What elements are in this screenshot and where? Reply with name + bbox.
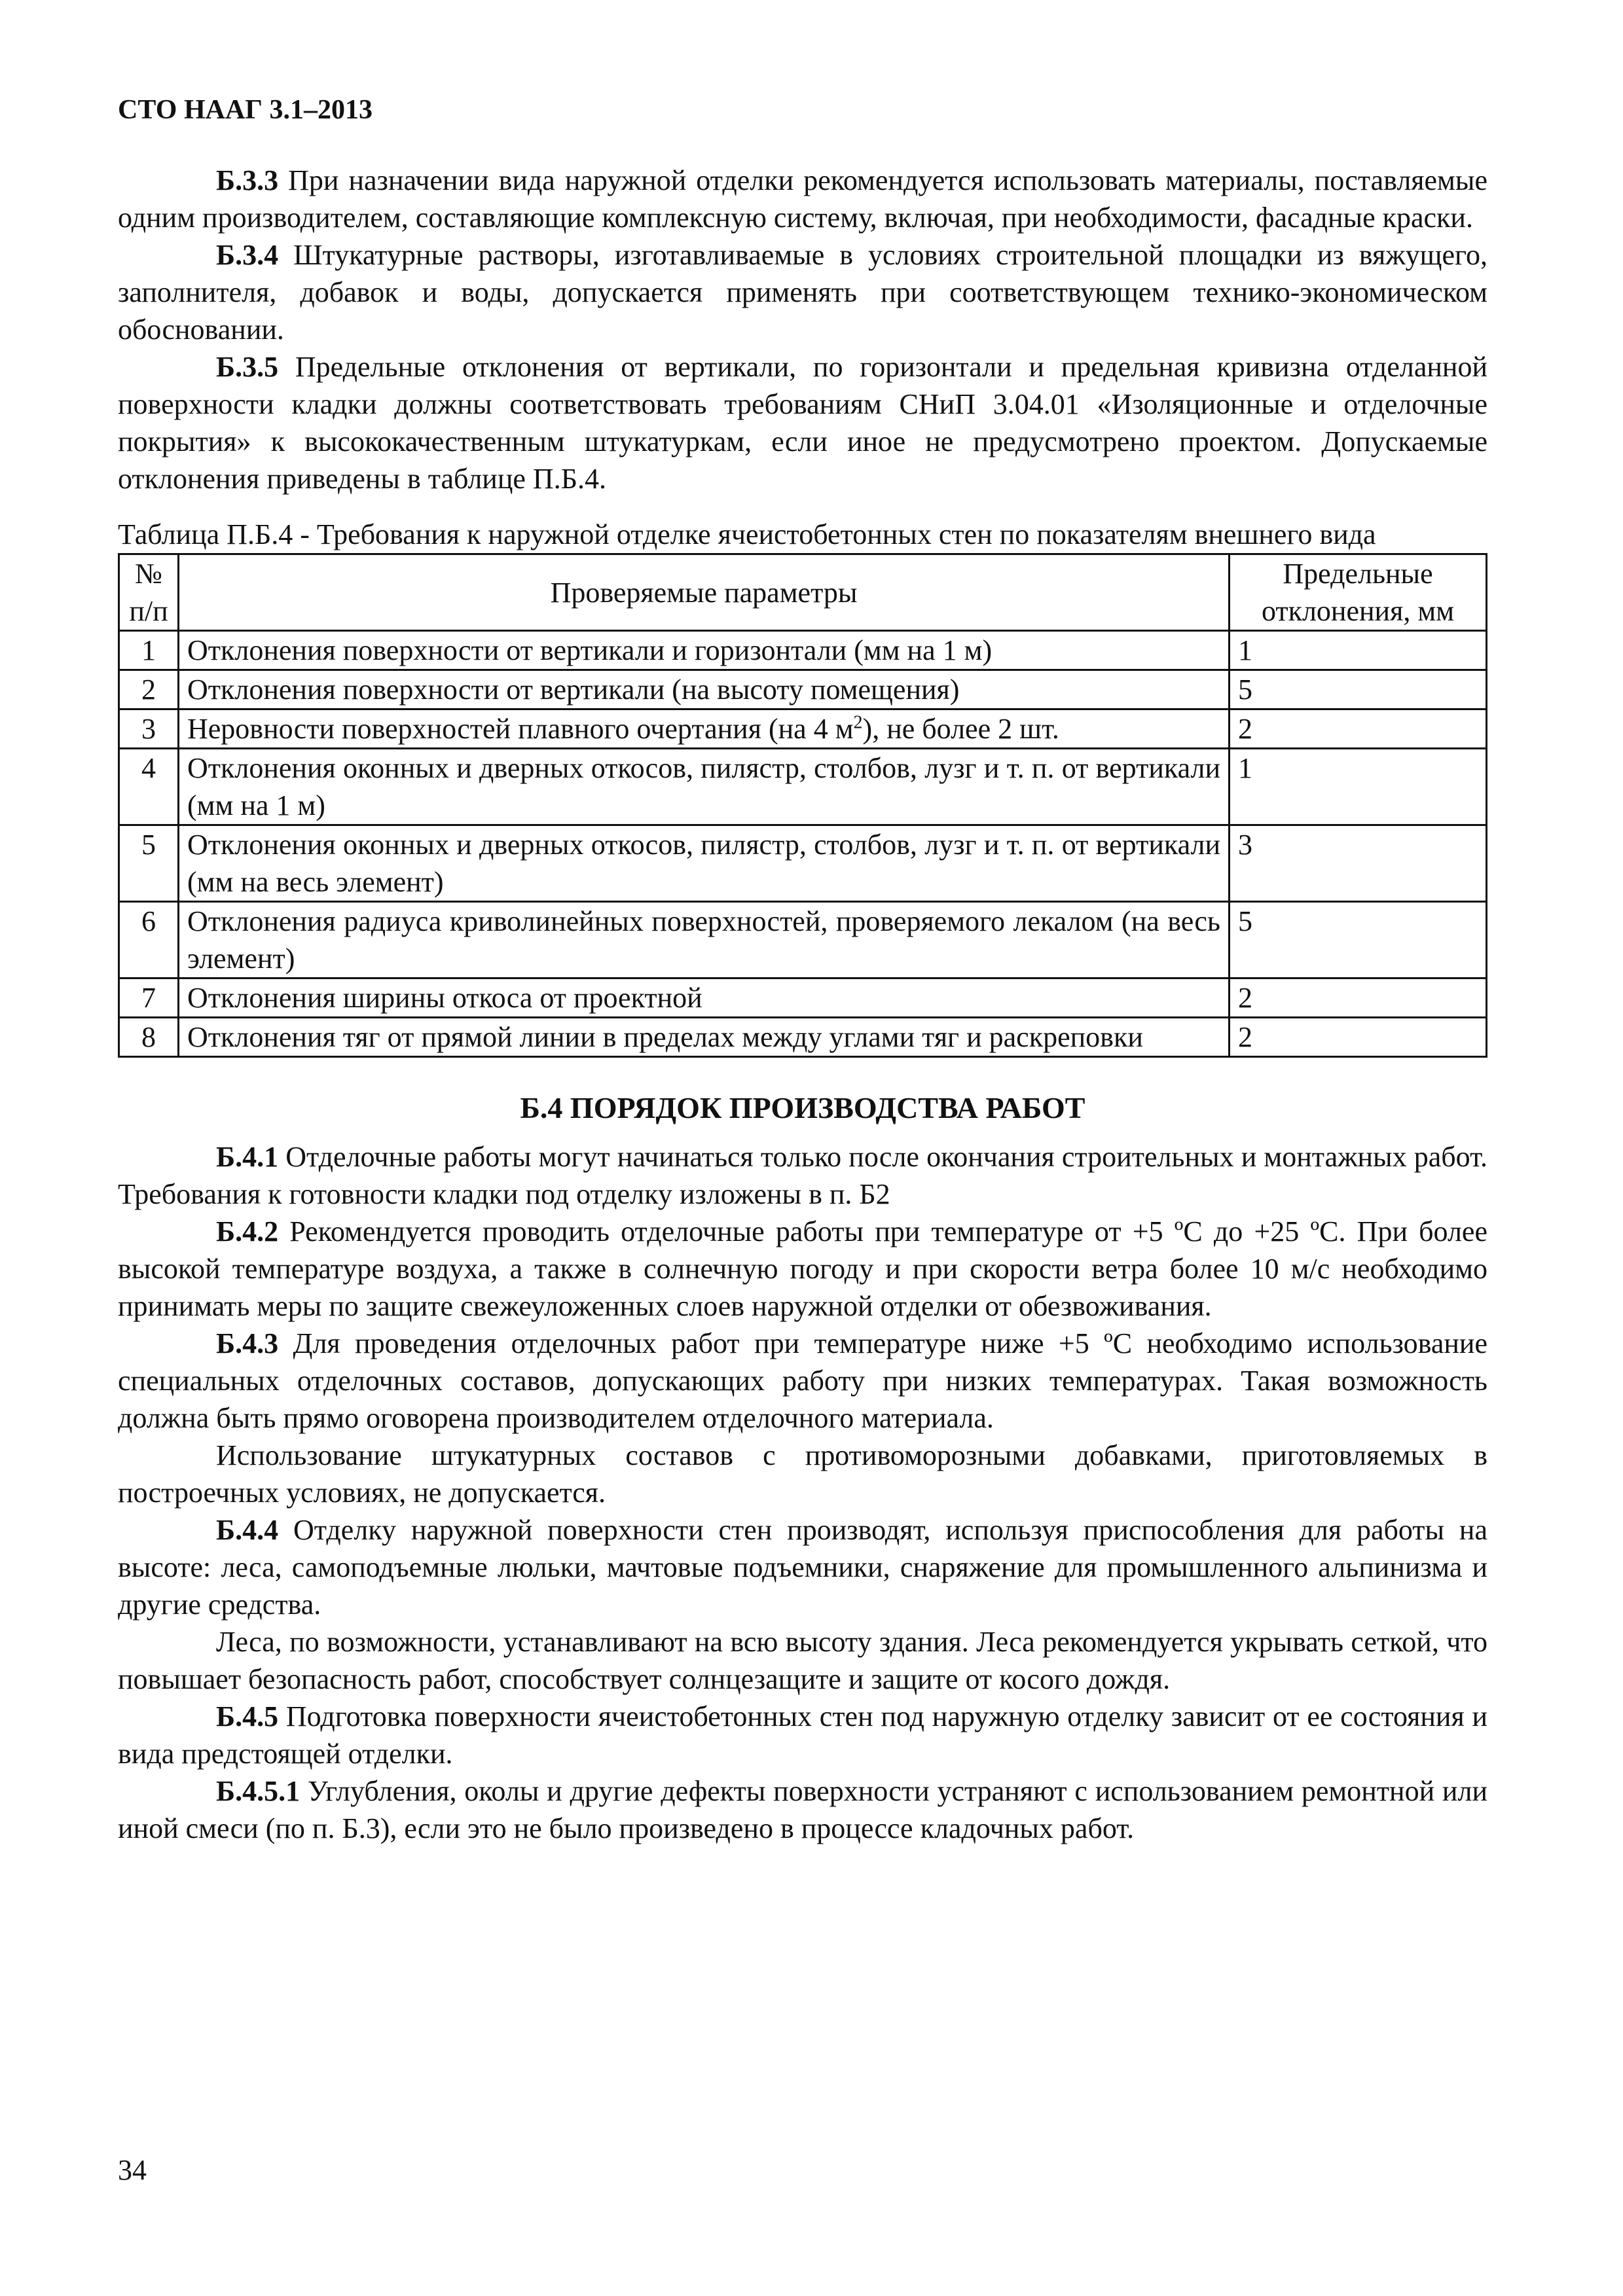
row-param: Отклонения оконных и дверных откосов, пилястр, столбов, лузг и т. п. от вертикали (мм на 1 м) [179, 749, 1230, 825]
paragraph-b3-5 [118, 348, 1487, 497]
page-number: 34 [118, 2154, 147, 2186]
paragraph-b4-4-continued [118, 1623, 1487, 1698]
clause-text: Для проведения отделочных работ при температуре ниже +5 ºС необходимо использование специальных отделочных составов, допускающих работу при низких температурах. Такая возможность должна быть прямо оговорена производителем отделочного материала. [118, 1327, 1487, 1434]
superscript: 2 [853, 712, 863, 733]
row-num: 8 [119, 1018, 179, 1057]
row-num: 2 [119, 670, 179, 709]
paragraph-b4-2 [118, 1213, 1487, 1325]
paragraph-b4-3-continued [118, 1437, 1487, 1511]
clause-text: Углубления, околы и другие дефекты поверхности устраняют с использованием ремонтной или иной смеси (по п. Б.3), если это не было произведено в процессе кладочных работ. [118, 1775, 1487, 1844]
clause-text: Отделочные работы могут начинаться только после окончания строительных и монтажных работ. Требования к готовности кладки под отделку изложены в п. Б2 [118, 1141, 1487, 1210]
row-param: Отклонения оконных и дверных откосов, пилястр, столбов, лузг и т. п. от вертикали (мм на весь элемент) [179, 825, 1230, 902]
clause-text: Штукатурные растворы, изготавливаемые в условиях строительной площадки из вяжущего, заполнителя, добавок и воды, допускается применять при соответствующем технико-экономическом обосновании. [118, 239, 1487, 346]
table-row [119, 749, 1487, 825]
clause-number: Б.3.4 [216, 239, 279, 271]
row-num: 1 [119, 631, 179, 670]
row-param: Отклонения ширины откоса от проектной [179, 978, 1230, 1018]
row-num: 4 [119, 749, 179, 825]
table-row [119, 902, 1487, 978]
row-num: 3 [119, 709, 179, 749]
clause-number: Б.4.5 [216, 1700, 279, 1732]
clause-number: Б.3.3 [216, 164, 279, 196]
clause-number: Б.4.2 [216, 1215, 279, 1247]
table-header-row [119, 554, 1487, 631]
paragraph-b4-3 [118, 1325, 1487, 1437]
clause-text: Рекомендуется проводить отделочные работы при температуре от +5 ºС до +25 ºС. При более высокой температуре воздуха, а также в солнечную погоду и при скорости ветра более 10 м/с необходимо принимать меры по защите свежеуложенных слоев наружной отделки от обезвоживания. [118, 1215, 1487, 1322]
clause-text: Отделку наружной поверхности стен производят, используя приспособления для работы на высоте: леса, самоподъемные люльки, мачтовые подъемники, снаряжение для промышленного альпинизма и другие средства. [118, 1514, 1487, 1621]
row-num: 5 [119, 825, 179, 902]
clause-text: При назначении вида наружной отделки рекомендуется использовать материалы, поставляемые одним производителем, составляющие комплексную систему, включая, при необходимости, фасадные краски. [118, 164, 1487, 234]
row-param: Отклонения тяг от прямой линии в пределах между углами тяг и раскреповки [179, 1018, 1230, 1057]
paragraph-b3-4 [118, 236, 1487, 348]
row-limit: 5 [1230, 902, 1487, 978]
row-limit: 1 [1230, 631, 1487, 670]
row-num: 6 [119, 902, 179, 978]
row-param-part: ), не более 2 шт. [862, 713, 1059, 745]
header-limit: Предельные отклонения, мм [1230, 554, 1487, 631]
section-b4 [118, 1138, 1487, 1847]
header-num: № п/п [119, 554, 179, 631]
row-limit: 5 [1230, 670, 1487, 709]
requirements-table [118, 553, 1487, 1058]
row-limit: 2 [1230, 978, 1487, 1018]
row-param: Отклонения поверхности от вертикали (на высоту помещения) [179, 670, 1230, 709]
paragraph-b4-1 [118, 1138, 1487, 1213]
paragraph-b4-4 [118, 1511, 1487, 1623]
clause-text: Использование штукатурных составов с противоморозными добавками, приготовляемых в построечных условиях, не допускается. [118, 1439, 1487, 1509]
paragraph-b4-5 [118, 1698, 1487, 1772]
document-header: СТО НААГ 3.1–2013 [118, 95, 373, 125]
clause-number: Б.4.5.1 [216, 1775, 301, 1807]
row-param: Отклонения радиуса криволинейных поверхностей, проверяемого лекалом (на весь элемент) [179, 902, 1230, 978]
table-row [119, 1018, 1487, 1057]
row-param-part: Неровности поверхностей плавного очертания (на 4 м [187, 713, 854, 745]
clause-number: Б.3.5 [216, 351, 279, 383]
table-caption: Таблица П.Б.4 - Требования к наружной отделке ячеистобетонных стен по показателям внешнего вида [118, 518, 1376, 550]
row-num: 7 [119, 978, 179, 1018]
row-limit: 3 [1230, 825, 1487, 902]
clause-number: Б.4.1 [216, 1141, 279, 1173]
table-row [119, 825, 1487, 902]
row-limit: 2 [1230, 709, 1487, 749]
row-limit: 2 [1230, 1018, 1487, 1057]
paragraph-b4-5-1 [118, 1772, 1487, 1847]
clause-number: Б.4.4 [216, 1514, 279, 1546]
document-page [118, 92, 1487, 1847]
header-param: Проверяемые параметры [179, 554, 1230, 631]
clause-text: Подготовка поверхности ячеистобетонных стен под наружную отделку зависит от ее состояния и вида предстоящей отделки. [118, 1700, 1487, 1770]
clause-text: Предельные отклонения от вертикали, по горизонтали и предельная кривизна отделанной поверхности кладки должны соответствовать требованиям СНиП 3.04.01 «Изоляционные и отделочные покрытия» к высококачественным штукатуркам, если иное не предусмотрено проектом. Допускаемые отклонения приведены в таблице П.Б.4. [118, 351, 1487, 495]
table-row [119, 631, 1487, 670]
section-b3 [118, 162, 1487, 497]
clause-text: Леса, по возможности, устанавливают на всю высоту здания. Леса рекомендуется укрывать сеткой, что повышает безопасность работ, способствует солнцезащите и защите от косого дождя. [118, 1626, 1487, 1695]
table-row [119, 978, 1487, 1018]
table-row [119, 670, 1487, 709]
paragraph-b3-3 [118, 162, 1487, 236]
row-param: Отклонения поверхности от вертикали и горизонтали (мм на 1 м) [179, 631, 1230, 670]
table-row [119, 709, 1487, 749]
clause-number: Б.4.3 [216, 1327, 279, 1359]
row-limit: 1 [1230, 749, 1487, 825]
row-param [179, 709, 1230, 749]
section-b4-title: Б.4 ПОРЯДОК ПРОИЗВОДСТВА РАБОТ [520, 1091, 1085, 1124]
